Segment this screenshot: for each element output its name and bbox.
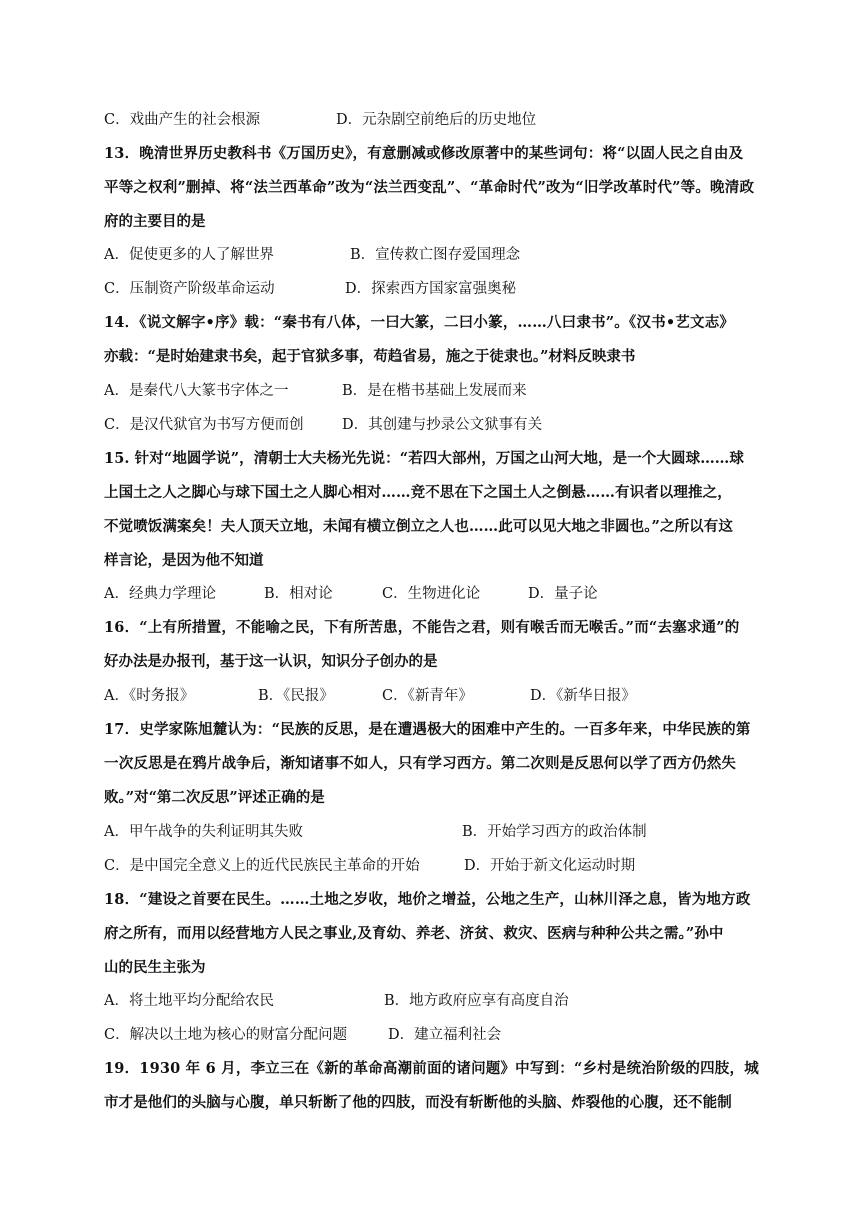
q17-option-b: B．开始学习西方的政治体制	[462, 824, 647, 840]
q14-options-row-2	[104, 415, 543, 435]
q14-option-a: A．是秦代八大篆书字体之一	[104, 383, 289, 399]
q17-options-row-2	[104, 856, 636, 876]
prev-options-row	[104, 110, 537, 130]
q18-option-a: A．将土地平均分配给农民	[104, 993, 274, 1009]
q15-option-d: D．量子论	[528, 586, 598, 602]
q17-options-row-1	[104, 822, 647, 842]
q13-option-d: D．探索西方国家富强奥秘	[345, 281, 517, 297]
q17-line-1: 17．史学家陈旭麓认为：“民族的反思，是在遭遇极大的困难中产生的。一百多年来，中华民族的第	[104, 721, 751, 738]
q15-option-c: C．生物进化论	[382, 586, 481, 602]
q18-line-1: 18．“建设之首要在民生。……土地之岁收，地价之增益，公地之生产，山林川泽之息，皆为地方政	[104, 891, 751, 908]
q13-option-c: C．压制资产阶级革命运动	[104, 281, 275, 297]
option-d: D．元杂剧空前绝后的历史地位	[336, 112, 537, 128]
q13-options-row-2	[104, 279, 517, 299]
q16-line-1: 16．“上有所措置，不能喻之民，下有所苦患，不能告之君，则有喉舌而无喉舌。”而“去塞求通”的	[104, 619, 740, 636]
q16-option-b: B．《民报》	[258, 688, 334, 704]
q18-options-row-1	[104, 991, 569, 1011]
q13-line-3: 府的主要目的是	[104, 213, 206, 230]
q18-line-3: 山的民生主张为	[104, 959, 206, 976]
q16-option-a: A．《时务报》	[104, 688, 195, 704]
q18-options-row-2	[104, 1025, 502, 1045]
q13-option-a: A．促使更多的人了解世界	[104, 247, 274, 263]
q15-line-1: 15. 针对“地圆学说”，清朝士大夫杨光先说：“若四大部州，万国之山河大地，是一个大圆球……球	[104, 450, 744, 467]
q18-line-2: 府之所有，而用以经营地方人民之事业,及育幼、养老、济贫、救灾、医病与种种公共之需。”孙中	[104, 925, 724, 942]
q15-options-row	[104, 584, 598, 604]
q15-line-2: 上国土之人之脚心与球下国土之人脚心相对……竞不思在下之国土人之倒悬……有识者以理推之，	[104, 484, 732, 501]
q13-options-row-1	[104, 245, 521, 265]
q17-line-3: 败。”对“第二次反思”评述正确的是	[104, 789, 325, 806]
q14-option-c: C．是汉代狱官为书写方便而创	[104, 417, 304, 433]
q16-option-c: C．《新青年》	[382, 688, 473, 704]
q14-option-d: D．其创建与抄录公文狱事有关	[342, 417, 543, 433]
q17-option-a: A．甲午战争的失利证明其失败	[104, 824, 303, 840]
q13-line-1: 13．晚清世界历史教科书《万国历史》，有意删减或修改原著中的某些词句：将“以固人民之自由及	[104, 145, 744, 162]
q15-option-b: B．相对论	[264, 586, 333, 602]
q18-option-b: B．地方政府应享有高度自治	[384, 993, 569, 1009]
q19-line-1: 19．1930 年 6 月，李立三在《新的革命高潮前面的诸问题》中写到：“乡村是统治阶级的四肢，城	[104, 1060, 759, 1077]
q18-option-c: C．解决以土地为核心的财富分配问题	[104, 1027, 348, 1043]
q14-line-2: 亦载：“是时始建隶书矣，起于官狱多事，苟趋省易，施之于徒隶也。”材料反映隶书	[104, 348, 636, 365]
q15-line-4: 样言论，是因为他不知道	[104, 552, 264, 569]
q13-option-b: B．宣传救亡图存爱国理念	[350, 247, 521, 263]
q14-line-1: 14．《说文解字•序》载：“秦书有八体，一曰大篆，二曰小篆，……八曰隶书”。《汉书•艺文志》	[104, 314, 735, 331]
q19-line-2: 市才是他们的头脑与心腹，单只斩断了他的四肢，而没有斩断他的头脑、炸裂他的心腹，还不能制	[104, 1094, 732, 1111]
q17-option-c: C．是中国完全意义上的近代民族民主革命的开始	[104, 858, 420, 874]
q15-line-3: 不觉喷饭满案矣！夫人顶天立地，未闻有横立倒立之人也……此可以见大地之非圆也。”之所以有这	[104, 518, 733, 535]
q18-option-d: D．建立福利社会	[388, 1027, 502, 1043]
q14-options-row-1	[104, 381, 527, 401]
q15-option-a: A．经典力学理论	[104, 586, 216, 602]
q17-line-2: 一次反思是在鸦片战争后，渐知诸事不如人，只有学习西方。第二次则是反思何以学了西方仍然失	[104, 755, 737, 772]
q16-options-row	[104, 686, 636, 706]
q14-option-b: B．是在楷书基础上发展而来	[342, 383, 527, 399]
q17-option-d: D．开始于新文化运动时期	[464, 858, 636, 874]
q16-option-d: D．《新华日报》	[530, 688, 636, 704]
q13-line-2: 平等之权利”删掉、将“法兰西革命”改为“法兰西变乱”、“革命时代”改为“旧学改革时代”等。晚清政	[104, 179, 755, 196]
q16-line-2: 好办法是办报刊，基于这一认识，知识分子创办的是	[104, 653, 438, 670]
option-c: C．戏曲产生的社会根源	[104, 112, 261, 128]
